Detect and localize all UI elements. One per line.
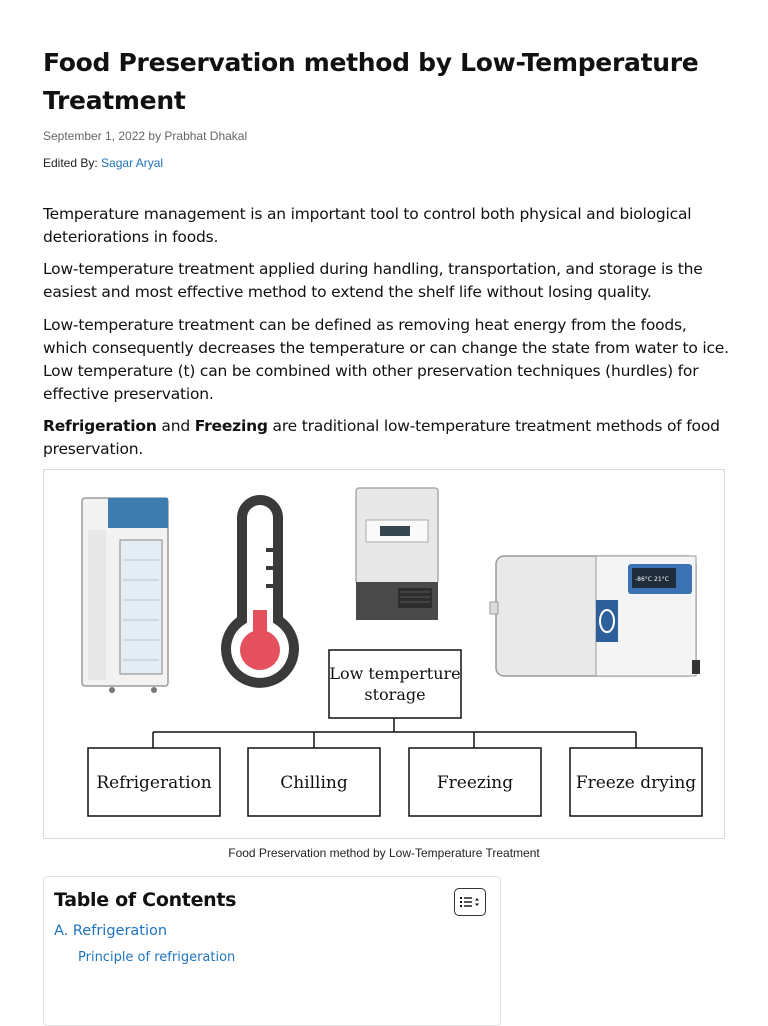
edited-by: [43, 156, 163, 170]
paragraph-1: Temperature management is an important tool to control both physical and biological deteriorations in foods.: [43, 205, 692, 246]
toc-item-refrigeration[interactable]: A. Refrigeration: [54, 923, 168, 939]
toc-item-principle-of-refrigeration[interactable]: Principle of refrigeration: [78, 950, 236, 965]
editor-link[interactable]: Sagar Aryal: [101, 156, 164, 170]
refrigerator-icon: [82, 498, 168, 693]
storage-diagram: [44, 470, 724, 838]
child-label-refrigeration: Refrigeration: [96, 773, 212, 793]
edited-by-label: Edited By:: [43, 156, 98, 170]
child-node-chilling: [248, 748, 380, 816]
storage-diagram-figure: [43, 469, 725, 839]
table-of-contents: [43, 876, 501, 1026]
child-node-freeze-drying: [570, 748, 702, 816]
post-meta: September 1, 2022 by Prabhat Dhakal: [43, 129, 248, 143]
paragraph-4-rest: are traditional low-temperature treatment methods of food preservation.: [43, 417, 720, 458]
freezing-bold: Freezing: [194, 417, 268, 435]
toc-title: Table of Contents: [54, 889, 237, 911]
paragraph-2: Low-temperature treatment applied during handling, transportation, and storage is the easiest and most effective method to extend the shelf life without losing quality.: [43, 260, 703, 301]
child-label-freezing: Freezing: [436, 773, 514, 793]
root-node-line1: Low temperture: [329, 664, 461, 683]
thermometer-icon: [226, 500, 294, 683]
child-label-chilling: Chilling: [280, 773, 348, 793]
diagram-connectors: [153, 718, 636, 748]
paragraph-4: [43, 415, 733, 461]
root-node-line2: storage: [364, 685, 426, 704]
freezer-display-right: 21°C: [654, 576, 669, 583]
child-node-freezing: [409, 748, 541, 816]
page-title: Food Preservation method by Low-Temperature Treatment: [43, 48, 699, 115]
freezer-display-left: -86°C: [635, 576, 652, 583]
child-node-refrigeration: [88, 748, 220, 816]
paragraph-3: Low-temperature treatment can be defined as removing heat energy from the foods, which consequently decreases the temperature or can change the state from water to ice. Low temperature (t) can be combined with other preservation techniques (hurdles) for effective preservation.: [43, 316, 729, 403]
refrigeration-bold: Refrigeration: [43, 417, 157, 435]
toc-toggle-button[interactable]: [454, 888, 486, 916]
child-label-freeze-drying: Freeze drying: [575, 773, 697, 793]
paragraph-4-and: and: [156, 417, 195, 435]
list-toggle-icon: [460, 896, 480, 908]
lab-freezer-icon: [490, 556, 700, 676]
root-node: [329, 650, 461, 718]
upright-freezer-icon: [356, 488, 438, 620]
figure-caption: Food Preservation method by Low-Temperature Treatment: [228, 846, 540, 860]
